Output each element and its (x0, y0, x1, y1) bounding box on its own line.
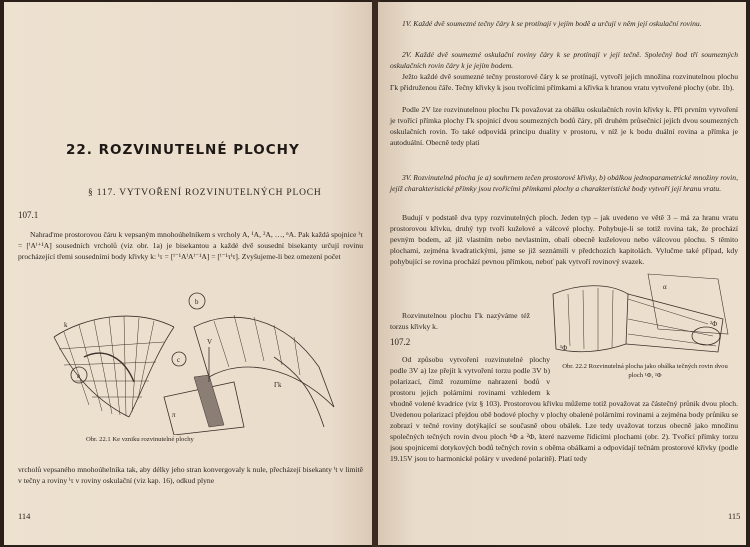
section-title: § 117. VYTVOŘENÍ ROZVINUTELNÝCH PLOCH (88, 188, 322, 198)
paragraph-e-start (390, 354, 738, 464)
figure-wrap-spacer (550, 354, 738, 398)
statement-3v: 3V. Rozvinutelná plocha je a) souhrnem tečen prostorové křivky, b) obálkou jednoparametrické množiny rovin, jejíž charakteristické přímky jsou tvořícími přímkami plochy a charakteristické body vytvoří její hranu vratu. (390, 173, 738, 194)
paragraph-text: Nahraďme prostorovou čáru k vepsaným mnohoúhelníkem s vrcholy A, ¹A, ²A, …, ⁿA. Pak každá spojnice ⁱτ = [ⁱAⁱ⁺¹A] sousedních vrcholů (viz obr. 1a) je bisekantou a každé dvě sousední bisekanty určují rovinu procházející třemi sousedními body křivky k: ⁱτ = [ⁱ⁻¹AⁱAⁱ⁻¹A] = [ⁱ⁻¹τⁱτ]. Zvyšujeme-li bez omezení počet (18, 230, 363, 262)
paragraph-d: Rozvinutelnou plochu Γk nazýváme též torzus křivky k. (390, 311, 530, 332)
figure-label-v: V (207, 338, 213, 346)
paragraph-e-text: Od způsobu vytvoření rozvinutelné plochy podle 3V a) lze přejít k vytvoření torzu podle 3V b) polarizací, čímž rozumíme nahrazení bodů v prostoru jejich polárními rovinami vzhledem k vhodně volené kvadrice (viz § 103). Prostorovou křivku můžeme totiž považovat za částečný průnik dvou ploch. Uvedenou polarizací přejdou obě bodové plochy v plochy obalené polárními rovinami a zejména body průniku se zobrazí v tečné roviny dotýkající se současně obou obálek. Lze tedy uvažovat torzus obecně jako množinu společných tečných rovin dvou ploch ¹Φ a ²Φ, které nazveme řídicími plochami (obr. 2). Tvořící přímky torzu jsou spojnicemi dotykových bodů tečných rovin s oběma obálkami a odpovídají tečnám prostorové křivky (podle 19.15V jsou to harmonické poláry v uvedené polaritě). Platí tedy (390, 355, 738, 464)
page-number-left: 114 (18, 511, 31, 521)
figure-22-1 (34, 287, 354, 435)
paragraph-b: Podle 2V lze rozvinutelnou plochu Γk považovat za obálku oskulačních rovin křivky k. Při prvním vytvoření je tvořící přímka plochy Γk spojnicí dvou soumezných bodů čáry, při druhém průsečnicí jejích dvou soumezných oskulačních rovin. To také odpovídá principu duality v prostoru, v níž je k bodu duální rovina a přímka je autoduální. Obecně tedy platí (390, 105, 738, 148)
paragraph-a: Ježto každé dvě soumezné tečny prostorové čáry k se protínají, vytvoří jejich množina rozvinutelnou plochu Γk přidruženou čáře. Tečny křivky k jsou tvořícími přímkami a křivka k hranou vratu vytvořené plochy (obr. 1b). (390, 72, 738, 93)
paragraph-c-text: Budují v podstatě dva typy rozvinutelných ploch. Jeden typ – jak uvedeno ve větě 3 – má za hranu vratu prostorovou křivku, druhý typ tvoří kuželové a válcové plochy. Pohybuje-li se totiž rovina tak, že prochází pevným bodem, až již vlastním nebo nevlastním, obalí obecně kuželovou nebo válcovou plochu. S těmito plochami, zejména kvadratickými, jsme se již seznámili v předchozích kapitolách. Vylučme také případ, kdy pohybující se rovina prochází pevnou přímkou, neboť pak vytvoří rovinový svazek. (390, 213, 738, 267)
figure-label-phi2: ²Φ (710, 320, 718, 328)
paragraph-c (390, 212, 738, 267)
figure-label-pi: π (172, 411, 176, 419)
figure-label-k: k (64, 321, 68, 329)
statement-1v: 1V. Každé dvě soumezné tečny čáry k se protínají v jejím bodě a určují v něm její oskulační rovinu. (402, 19, 702, 28)
left-page (4, 2, 375, 545)
statement-2v: 2V. Každé dvě soumezné oskulační roviny čáry k se protínají v její tečně. Společný bod tří soumezných oskulačních rovin čáry k je jejím bodem. (390, 50, 738, 71)
paragraph-text-after-figure: vrcholů vepsaného mnohoúhelníka tak, aby délky jeho stran konvergovaly k nule, přecházejí bisekanty ⁱt v limitě v tečny a roviny ⁱτ v roviny oskulační (viz kap. 16), odkud plyne (18, 465, 363, 486)
right-page (378, 2, 746, 545)
figure-caption-22-1: Obr. 22.1 Ke vzniku rozvinutelné plochy (86, 436, 194, 443)
paragraph-number: 107.1 (18, 210, 39, 220)
svg-text:c: c (177, 356, 181, 364)
paragraph-number-right: 107.2 (390, 337, 411, 347)
figure-label-alpha: α (663, 283, 667, 291)
figure-label-phi1: ¹Φ (560, 344, 568, 352)
figure-caption-22-2: Obr. 22.2 Rozvinutelná plocha jako obálka tečných rovin dvou ploch ¹Φ, ²Φ (562, 363, 728, 379)
figure-label-gamma: Γk (274, 381, 282, 389)
svg-text:a: a (77, 372, 81, 380)
svg-text:b: b (195, 298, 199, 306)
chapter-title: 22. ROZVINUTELNÉ PLOCHY (66, 142, 300, 158)
figure-22-2 (548, 264, 733, 359)
page-number-right: 115 (728, 511, 741, 521)
